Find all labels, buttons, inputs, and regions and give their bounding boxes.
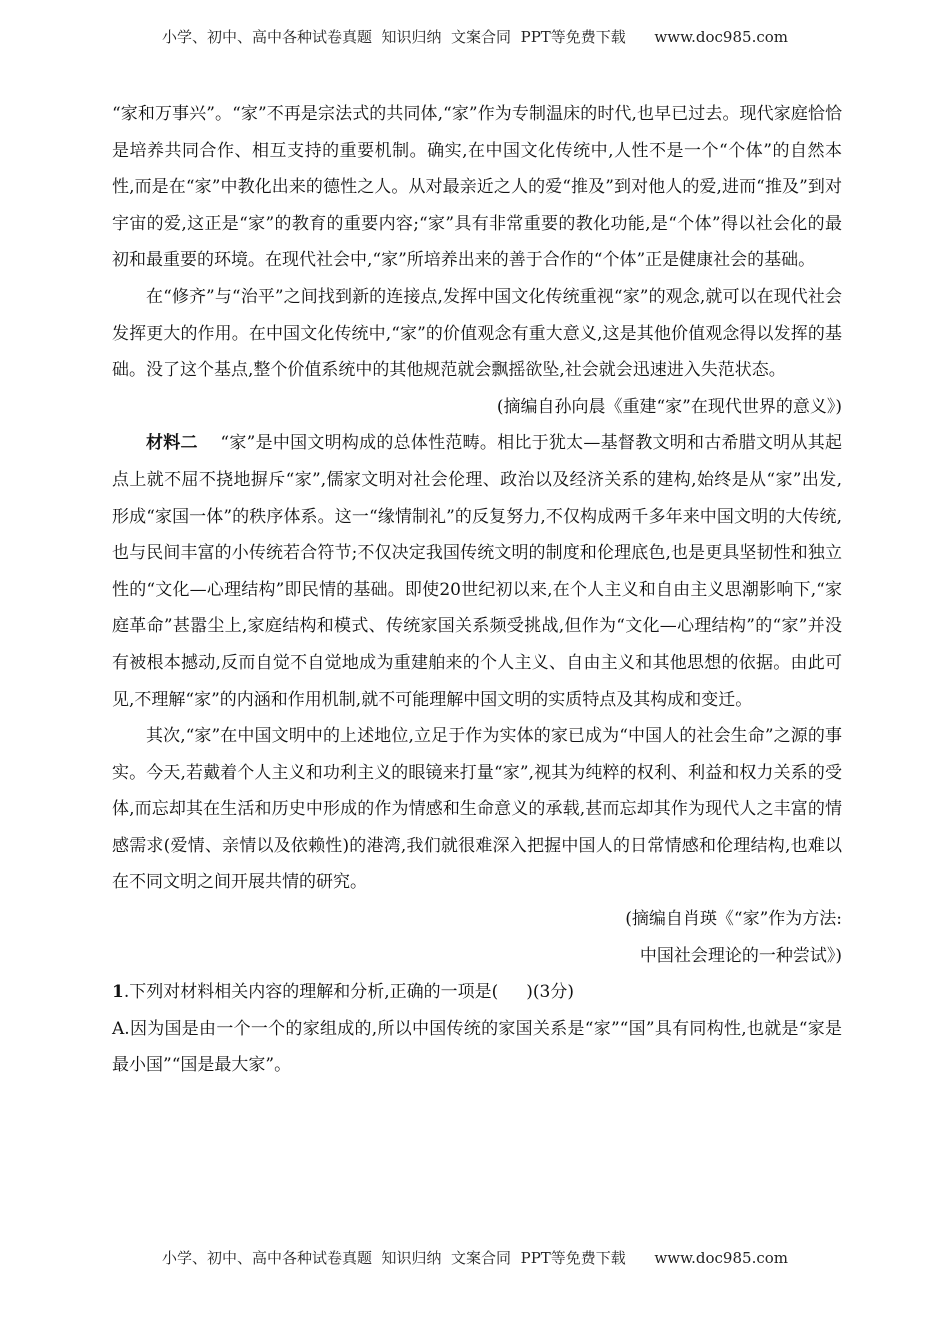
material2-source-line-1: (摘编自肖瑛《“家”作为方法: [625, 909, 842, 930]
material2-paragraph-2: 其次,“家”在中国文明中的上述地位,立足于作为实体的家已成为“中国人的社会生命”之源的事实。今天,若戴着个人主义和功利主义的眼镜来打量“家”,视其为纯粹的权利、利益和权力关系的受体,而忘却其在生活和历史中形成的作为情感和生命意义的承载,甚而忘却其作为现代人之丰富的情感需求(爱情、亲情以及依赖性)的港湾,我们就很难深入把握中国人的日常情感和伦理结构,也难以在不同文明之间开展共情的研究。 [112, 726, 842, 893]
material2-label: 材料二 [146, 433, 198, 454]
question-1-option-a: A.因为国是由一个一个的家组成的,所以中国传统的家国关系是“家”“国”具有同构性,也就是“家是最小国”“国是最大家”。 [112, 1018, 842, 1076]
material1-source: (摘编自孙向晨《重建“家”在现代世界的意义》) [496, 396, 842, 417]
page-header: 小学、初中、高中各种试卷真题 知识归纳 文案合同 PPT等免费下载 www.doc985.com [161, 28, 788, 46]
material1-paragraph-2: 在“修齐”与“治平”之间找到新的连接点,发挥中国文化传统重视“家”的观念,就可以在现代社会发挥更大的作用。在中国文化传统中,“家”的价值观念有重大意义,这是其他价值观念得以发挥的基础。没了这个基点,整个价值系统中的其他规范就会飘摇欲坠,社会就会迅速进入失范状态。 [112, 286, 842, 381]
material1-paragraph-1: “家和万事兴”。“家”不再是宗法式的共同体,“家”作为专制温床的时代,也早已过去。现代家庭恰恰是培养共同合作、相互支持的重要机制。确实,在中国文化传统中,人性不是一个“个体”的自然本性,而是在“家”中教化出来的德性之人。从对最亲近之人的爱“推及”到对他人的爱,进而“推及”到对宇宙的爱,这正是“家”的教育的重要内容;“家”具有非常重要的教化功能,是“个体”得以社会化的最初和最重要的环境。在现代社会中,“家”所培养出来的善于合作的“个体”正是健康社会的基础。 [112, 104, 842, 271]
question-1-stem-after: )(3分) [526, 982, 575, 1003]
material2-source-line-2: 中国社会理论的一种尝试》) [639, 945, 842, 966]
material2-paragraph-1-text: “家”是中国文明构成的总体性范畴。相比于犹太—基督教文明和古希腊文明从其起点上就不屈不挠地摒斥“家”,儒家文明对社会伦理、政治以及经济关系的建构,始终是从“家”出发,形成“家国一体”的秩序体系。这一“缘情制礼”的反复努力,不仅构成两千多年来中国文明的大传统,也与民间丰富的小传统若合符节;不仅决定我国传统文明的制度和伦理底色,也是更具坚韧性和独立性的“文化—心理结构”即民情的基础。即使20世纪初以来,在个人主义和自由主义思潮影响下,“家庭革命”甚嚣尘上,家庭结构和模式、传统家国关系频受挑战,但作为“文化—心理结构”的“家”并没有被根本撼动,反而自觉不自觉地成为重建舶来的个人主义、自由主义和其他思想的依据。由此可见,不理解“家”的内涵和作用机制,就不可能理解中国文明的实质特点及其构成和变迁。 [112, 433, 842, 710]
page-footer: 小学、初中、高中各种试卷真题 知识归纳 文案合同 PPT等免费下载 www.doc985.com [161, 1249, 788, 1267]
question-1-number: 1 [112, 982, 124, 1003]
content-area [112, 96, 842, 1084]
question-1-stem [112, 974, 842, 1011]
material2-paragraph-1 [112, 425, 842, 718]
question-1-stem-before: .下列对材料相关内容的理解和分析,正确的一项是( [123, 982, 499, 1003]
